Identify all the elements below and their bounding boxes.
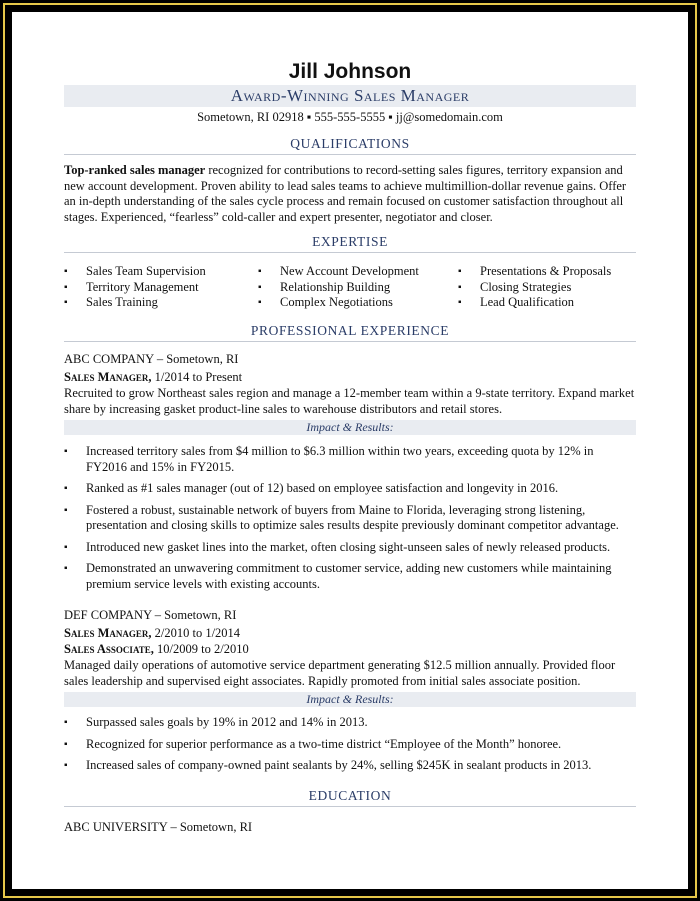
qualifications-text: recognized for contributions to record-setting sales figures, territory expansion and new account development. Proven ability to lead sales teams to achieve multimillion-dollar revenue gains. Offer an in-depth understanding of the sales cycle process and remain focused on customer satisfaction throughout all stages. Experienced, “fearless” cold-caller and expert presenter, negotiator and closer. [64,163,627,224]
qualifications-heading: QUALIFICATIONS [290,136,410,151]
expertise-item: ▪ Territory Management [64,280,254,296]
list-item: ▪ Surpassed sales goals by 19% in 2012 and 14% in 2013. [64,715,636,731]
def-bullets [64,715,636,774]
experience-heading: PROFESSIONAL EXPERIENCE [250,323,450,338]
qualifications-divider [64,154,636,155]
abc-role-title: Sales Manager, [64,370,152,384]
resume-title: Award-Winning Sales Manager [230,86,470,105]
def-role-2-dates: 10/2009 to 2/2010 [153,642,249,656]
def-summary: Managed daily operations of automotive service department generating $12.5 million annually. Provided floor sales leadership and supervised eight associates. Rapidly promoted from initial sales associate position. [64,658,616,688]
education-heading: EDUCATION [308,788,392,803]
abc-summary: Recruited to grow Northeast sales region and manage a 12-member team within a 9-state territory. Expand market share by increasing gasket product-line sales to warehouse distributors and retail stores. [64,386,635,416]
contact-line: Sometown, RI 02918 ▪ 555-555-5555 ▪ jj@somedomain.com [197,110,503,124]
def-impact-bar: Impact & Results: [64,692,636,707]
expertise-item: ▪ Sales Team Supervision [64,264,254,280]
list-item: ▪ Fostered a robust, sustainable network of buyers from Maine to Florida, leveraging strong listening, presentation and closing skills to optimize sales results despite previously dominant competitor advantage. [64,503,636,534]
def-company: DEF COMPANY – Sometown, RI [64,608,237,622]
qualifications-paragraph [64,163,636,225]
expertise-item: ▪ Sales Training [64,295,254,311]
list-item: ▪ Increased sales of company-owned paint sealants by 24%, selling $245K in sealant products in 2013. [64,758,636,774]
abc-role-dates: 1/2014 to Present [151,370,243,384]
expertise-item: ▪ Relationship Building [258,280,458,296]
expertise-item: ▪ Closing Strategies [458,280,638,296]
experience-divider [64,341,636,342]
list-item: ▪ Ranked as #1 sales manager (out of 12) based on employee satisfaction and longevity in 2016. [64,481,636,497]
abc-bullets [64,444,636,592]
list-item: ▪ Recognized for superior performance as a two-time district “Employee of the Month” honoree. [64,737,636,753]
list-item: ▪ Increased territory sales from $4 million to $6.3 million within two years, exceeding quota by 12% in FY2016 and 15% in FY2015. [64,444,636,475]
expertise-item: ▪ Complex Negotiations [258,295,458,311]
abc-role [64,370,242,385]
abc-impact-bar: Impact & Results: [64,420,636,435]
expertise-item: ▪ Lead Qualification [458,295,638,311]
education-divider [64,806,636,807]
def-role-2-title: Sales Associate, [64,642,154,656]
def-role-2 [64,642,249,657]
expertise-item: ▪ Presentations & Proposals [458,264,638,280]
resume-page [12,12,688,889]
list-item: ▪ Introduced new gasket lines into the market, often closing sight-unseen sales of newly released products. [64,540,636,556]
list-item: ▪ Demonstrated an unwavering commitment to customer service, adding new customers while maintaining premium service levels with existing accounts. [64,561,636,592]
def-role-1-title: Sales Manager, [64,626,152,640]
abc-company: ABC COMPANY – Sometown, RI [64,352,239,366]
expertise-item: ▪ New Account Development [258,264,458,280]
qualifications-lead: Top-ranked sales manager [64,163,206,177]
expertise-heading: EXPERTISE [312,234,388,249]
expertise-column-2 [258,264,458,311]
def-role-1 [64,626,240,641]
resume-title-bar [64,85,636,107]
expertise-column-1 [64,264,254,311]
education-school: ABC UNIVERSITY – Sometown, RI [64,820,253,834]
resume-name: Jill Johnson [288,60,412,83]
def-role-1-dates: 2/2010 to 1/2014 [151,626,241,640]
expertise-column-3 [458,264,638,311]
expertise-divider [64,252,636,253]
